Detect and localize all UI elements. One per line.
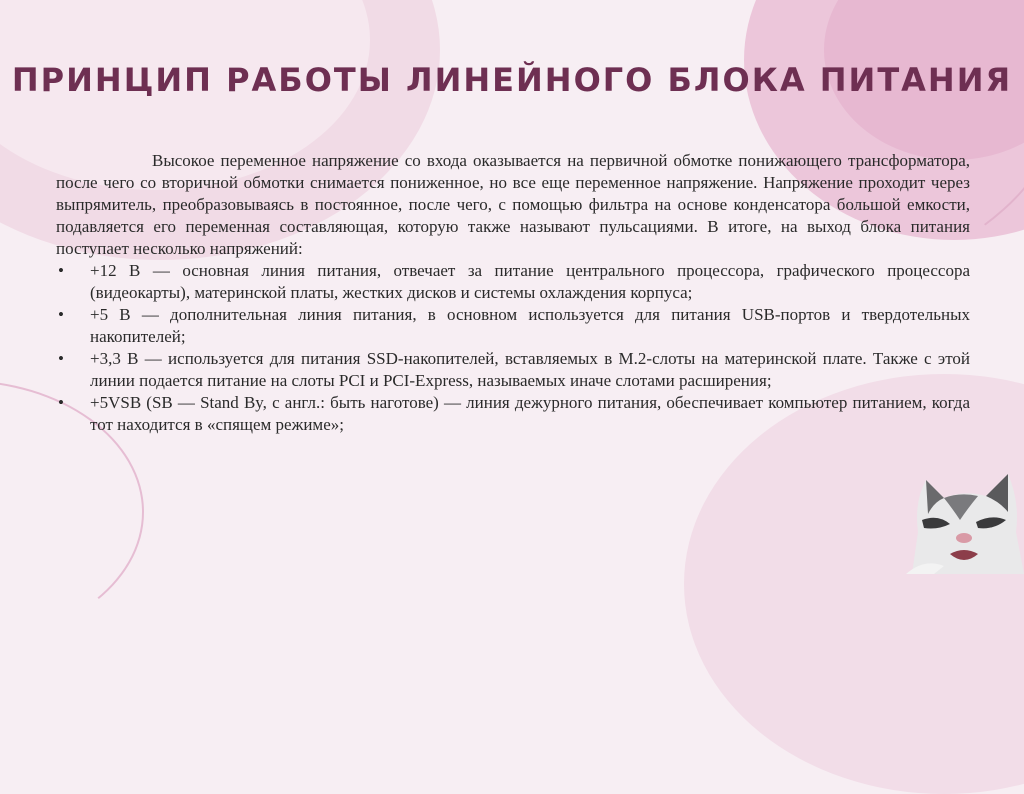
list-item-text: +3,3 В — используется для питания SSD-накопителей, вставляемых в M.2-слоты на материнской плате. Также с этой линии подается питание на слоты PCI и PCI-Express, называемых иначе слотами расширения;: [90, 349, 970, 390]
list-item: [56, 304, 970, 348]
bullet-icon: •: [58, 349, 64, 368]
background-shape-bottom-right: [684, 374, 1024, 794]
cat-photo-icon: [904, 462, 1024, 574]
page-title: ПРИНЦИП РАБОТЫ ЛИНЕЙНОГО БЛОКА ПИТАНИЯ: [11, 61, 1013, 99]
list-item: [56, 392, 970, 436]
list-item: [56, 260, 970, 304]
slide-body: [56, 150, 970, 436]
intro-paragraph: Высокое переменное напряжение со входа оказывается на первичной обмотке понижающего трансформатора, после чего со вторичной обмотки снимается пониженное, но все еще переменное напряжение. Напряжение проходит через выпрямитель, преобразовываясь в постоянное, после чего, с помощью фильтра на основе конденсатора большой емкости, подавляется его переменная составляющая, которую также называют пульсациями. В итоге, на выход блока питания поступает несколько напряжений:: [56, 151, 970, 258]
list-item-text: +12 В — основная линия питания, отвечает за питание центрального процессора, графического процессора (видеокарты), материнской платы, жестких дисков и системы охлаждения корпуса;: [90, 261, 970, 302]
bullet-icon: •: [58, 261, 64, 280]
list-item-text: +5VSB (SB — Stand By, с англ.: быть наготове) — линия дежурного питания, обеспечивает компьютер питанием, когда тот находится в «спящем режиме»;: [90, 393, 970, 434]
list-item: [56, 348, 970, 392]
bullet-icon: •: [58, 393, 64, 412]
bullet-icon: •: [58, 305, 64, 324]
voltage-list: [56, 260, 970, 436]
list-item-text: +5 В — дополнительная линия питания, в основном используется для питания USB-портов и твердотельных накопителей;: [90, 305, 970, 346]
